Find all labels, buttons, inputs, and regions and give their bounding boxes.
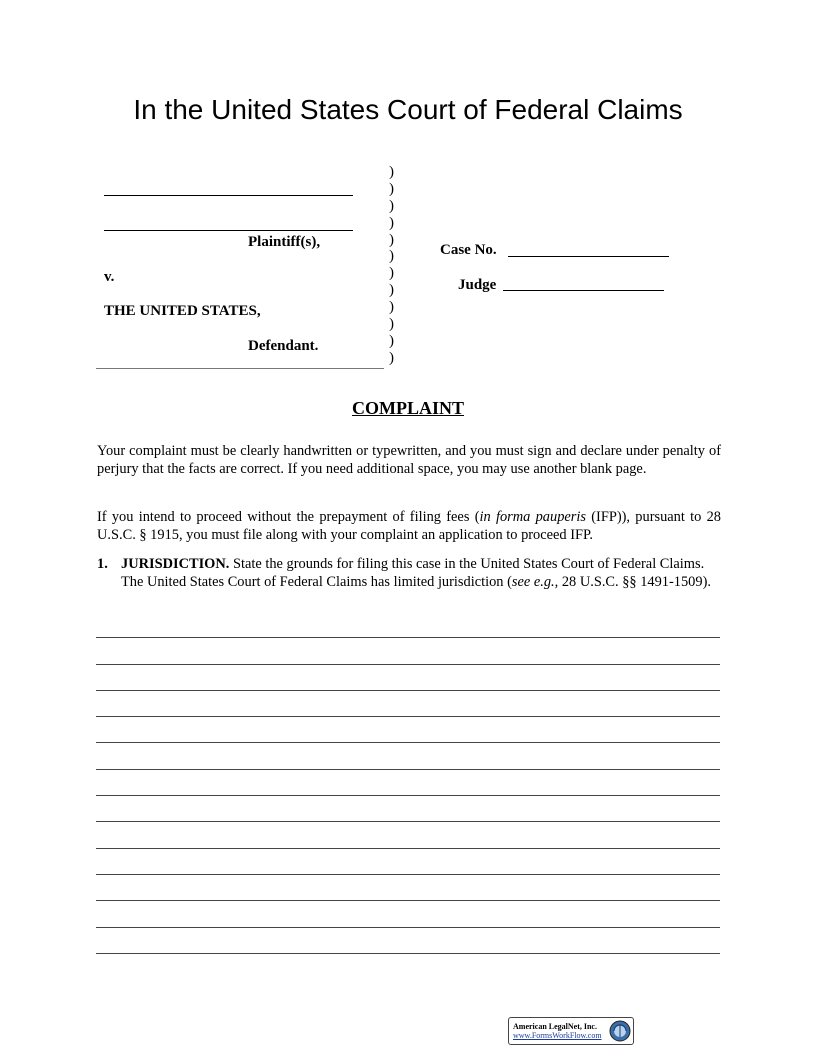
writing-line[interactable]	[96, 849, 720, 875]
jurisdiction-text-part2: 28 U.S.C. §§ 1491-1509).	[558, 574, 711, 590]
court-title: In the United States Court of Federal Claims	[133, 94, 683, 125]
item-number: 1.	[97, 556, 108, 572]
defendant-name: THE UNITED STATES,	[104, 303, 261, 319]
caption-paren: )	[389, 164, 394, 180]
caption-paren: )	[389, 332, 394, 349]
globe-icon	[609, 1020, 631, 1042]
writing-line[interactable]	[96, 928, 720, 954]
plaintiff-label: Plaintiff(s),	[248, 234, 321, 250]
judge-input-line[interactable]	[503, 290, 664, 291]
caption-paren: )	[389, 349, 394, 366]
jurisdiction-writing-area[interactable]	[96, 612, 720, 954]
caption-paren: )	[389, 282, 394, 299]
ifp-text-part1: If you intend to proceed without the prepayment of filing fees (	[97, 509, 480, 525]
ifp-paragraph	[97, 508, 721, 545]
caption-bottom-rule	[96, 368, 384, 369]
caption-paren: )	[389, 197, 394, 214]
writing-line[interactable]	[96, 691, 720, 717]
jurisdiction-text-part1: State the grounds for filing this case in the United States Court of Federal Claims. The United States Court of Federal Claims has limited jurisdiction (	[121, 556, 705, 590]
writing-line[interactable]	[96, 717, 720, 743]
case-no-label: Case No.	[440, 242, 497, 258]
badge-company: American LegalNet, Inc.	[513, 1022, 597, 1031]
plaintiff-name-line-1[interactable]	[104, 195, 353, 196]
writing-line[interactable]	[96, 665, 720, 691]
instructions-paragraph: Your complaint must be clearly handwritten or typewritten, and you must sign and declare under penalty of perjury that the facts are correct. If you need additional space, you may use another blank page.	[97, 443, 721, 478]
jurisdiction-item	[97, 555, 721, 591]
legalnet-badge[interactable]	[508, 1017, 634, 1045]
case-no-input-line[interactable]	[508, 256, 669, 257]
caption-paren-column	[389, 164, 403, 367]
writing-line[interactable]	[96, 901, 720, 927]
jurisdiction-heading: JURISDICTION.	[121, 556, 230, 572]
jurisdiction-italic: see e.g.,	[511, 574, 559, 590]
caption-paren: )	[389, 214, 394, 231]
writing-line[interactable]	[96, 743, 720, 769]
versus-label: v.	[104, 269, 115, 285]
badge-url-link[interactable]: www.FormsWorkFlow.com	[513, 1031, 602, 1040]
ifp-text-part2: (IFP)), pursuant to 28 U.S.C. § 1915, you must file along with your complaint an application to proceed IFP.	[97, 509, 721, 544]
complaint-title: COMPLAINT	[352, 398, 464, 418]
caption-paren: )	[389, 316, 394, 333]
writing-line[interactable]	[96, 612, 720, 638]
writing-line[interactable]	[96, 770, 720, 796]
jurisdiction-body	[121, 555, 721, 591]
defendant-label: Defendant.	[248, 338, 319, 354]
judge-label: Judge	[458, 277, 497, 293]
writing-line[interactable]	[96, 875, 720, 901]
caption-paren: )	[389, 299, 394, 316]
writing-line[interactable]	[96, 796, 720, 822]
writing-line[interactable]	[96, 638, 720, 664]
caption-paren: )	[389, 265, 394, 282]
caption-paren: )	[389, 180, 394, 197]
writing-line[interactable]	[96, 822, 720, 848]
plaintiff-name-line-2[interactable]	[104, 230, 353, 231]
caption-paren: )	[389, 231, 394, 248]
complaint-title-wrap	[0, 397, 816, 419]
ifp-italic-term: in forma pauperis	[479, 509, 586, 525]
caption-paren: )	[389, 248, 394, 265]
